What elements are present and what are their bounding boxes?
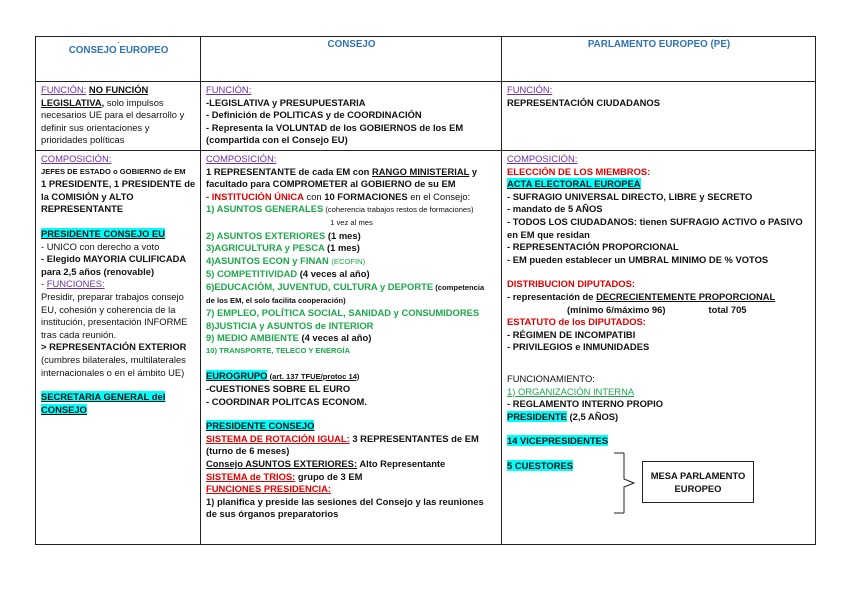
pe-a2: - mandato de 5 AÑOS [507, 203, 603, 215]
consejo-comp-label: COMPOSICIÓN: [206, 153, 277, 164]
trios-label: SISTEMA de TRIOS: [206, 470, 296, 482]
pe-funcion-label: FUNCIÓN: [507, 84, 553, 95]
formacion-9: 9) MEDIO AMBIENTE [206, 332, 299, 344]
rango-ministerial: RANGO MINISTERIAL [372, 165, 470, 177]
pe-vicepresidentes: 14 VICEPRESIDENTES [507, 435, 609, 447]
ce-presidente-label: PRESIDENTE CONSEJO EU [41, 227, 165, 239]
formacion-1-freq: 1 vez al mes [330, 217, 373, 227]
ce-funcion-cell [36, 82, 201, 151]
organizacion-interna: 1) ORGANIZACIÓN INTERNA [507, 385, 635, 397]
consejo-composicion-cell: COMPOSICIÓN: 1 REPRESENTANTE de cada EM con RANGO MINISTERIAL y facultado para COMPROMETER al GOBIERNO de su EM - INSTITUCIÓN ÚNICA con 10 FORMACIONES en el Consejo: 1) ASUNTOS GENERALES (coherencia trabajos restos de formaciones) 1 vez al mes 2) ASUNTOS EXTERIORES (1 mes) 3)AGRICULTURA y PESCA (1 mes) 4)ASUNTOS ECON y FINAN (ECOFIN) 5) COMPETITIVIDAD (4 veces al año) 6)EDUCACIÓM, JUVENTUD, CULTURA y DEPORTE (competencia de los EM, el solo facilita cooperación) 7) EMPLEO, POLÍTICA SOCIAL, SANIDAD y CONSUMIDORES 8)JUSTICIA y ASUNTOS de INTERIOR 9) MEDIO AMBIENTE (4 veces al año) 10) TRANSPORTE, TELECO Y ENERGÍA EUROGRUPO (art. 137 TFUE/protoc 14) -CUESTIONES SOBRE EL EURO - COORDINAR POLITCAS ECONOM. PRESIDENTE CONSEJO SISTEMA DE ROTACIÓN IGUAL: 3 REPRESENTANTES de EM (turno de 6 meses) Consejo ASUNTOS EXTERIORES: Alto Representante SISTEMA de TRIOS: grupo de 3 EM FUNCIONES PRESIDENCIA: 1) planifica y preside las sesiones del Consejo y las reuniones de sus órganos preparatorios [201, 151, 502, 545]
consejo-funcion-l3: - Representa la VOLUNTAD de los GOBIERNOS de los EM [206, 121, 464, 133]
formacion-4: 4)ASUNTOS ECON y FINAN [206, 254, 329, 266]
header-consejo-europeo [36, 37, 201, 82]
pe-cuestores: 5 CUESTORES [507, 459, 573, 471]
ce-funcion-desc: solo impulsos necesarios UE para el desarrollo y definir sus orientaciones y prioridades políticas [41, 96, 185, 146]
pe-eleccion-label: ELECCIÓN DE LOS MIEMBROS: [507, 165, 651, 177]
formacion-6: 6)EDUCACIÓM, JUVENTUD, CULTURA y DEPORTE [206, 280, 434, 292]
mesa-parlamento-box: MESA PARLAMENTO EUROPEO [642, 461, 754, 503]
eurogrupo-label: EUROGRUPO [206, 369, 268, 381]
distribucion-label: DISTRIBUCION DIPUTADOS: [507, 278, 635, 290]
ce-pres-p2: - Elegido MAYORIA CULIFICADA para 2,5 años (renovable) [41, 253, 186, 277]
pe-a6: - EM pueden establecer un UMBRAL MINIMO DE % VOTOS [507, 253, 769, 265]
header-consejo-europeo-label: CONSEJO EUROPEO [68, 45, 169, 56]
header-consejo: CONSEJO [201, 37, 502, 82]
distribucion-min-max: (mínimo 6/máximo 96) [567, 303, 666, 315]
pe-funcion-cell [502, 82, 816, 151]
header-parlamento: PARLAMENTO EUROPEO (PE) [502, 37, 816, 82]
ce-pres-p5: > REPRESENTACIÓN EXTERIOR [41, 341, 187, 353]
consejo-funcion-label: FUNCIÓN: [206, 84, 252, 95]
funciones-presidencia-l1: 1) planifica y preside las sesiones del Consejo y las reuniones [206, 495, 484, 507]
consejo-funcion-cell [201, 82, 502, 151]
pe-funcion-l1: REPRESENTACIÓN CIUDADANOS [507, 96, 660, 108]
acta-electoral-label: ACTA ELECTORAL EUROPEA [507, 178, 641, 190]
decrecientemente: DECRECIENTEMENTE PROPORCIONAL [596, 290, 776, 302]
formacion-6-note: de los EM, el solo facilita cooperación) [206, 295, 346, 305]
rotacion-turno: (turno de 6 meses) [206, 445, 290, 457]
formacion-5: 5) COMPETITIVIDAD [206, 268, 298, 280]
formacion-7: 7) EMPLEO, POLÍTICA SOCIAL, SANIDAD y CONSUMIDORES [206, 307, 480, 319]
header-row [36, 37, 816, 82]
pe-comp-label: COMPOSICIÓN: [507, 153, 578, 164]
ce-pres-p6: (cumbres bilaterales, multilaterales internacionales o en el ámbito UE) [41, 353, 186, 378]
asuntos-exteriores-label: Consejo ASUNTOS EXTERIORES: [206, 458, 358, 470]
institucion-unica: - INSTITUCIÓN ÚNICA [206, 190, 304, 202]
ce-funcion-text [41, 84, 196, 147]
consejo-funcion-l2: - Definición de POLITICAS y de COORDINACIÓN [206, 109, 422, 121]
formacion-2: 2) ASUNTOS EXTERIORES [206, 229, 326, 241]
ce-composicion-cell: COMPOSICIÓN: JEFES DE ESTADO o GOBIERNO de EM 1 PRESIDENTE, 1 PRESIDENTE de la COMISIÓN y ALTO REPRESENTANTE PRESIDENTE CONSEJO EU - UNICO con derecho a voto - Elegido MAYORIA CULIFICADA para 2,5 años (renovable) - FUNCIONES: Presidir, preparar trabajos consejo EU, cohesión y coherencia de la institución, presentación INFORME tras cada reunión. > REPRESENTACIÓN EXTERIOR (cumbres bilaterales, multilaterales internacionales o en el ámbito UE) SECRETARIA GENERAL del CONSEJO [36, 151, 201, 545]
distribucion-total: total 705 [708, 303, 747, 315]
funciones-presidencia-label: FUNCIONES PRESIDENCIA: [206, 483, 332, 495]
bracket-connector [612, 451, 638, 515]
ce-pres-p4: Presidir, preparar trabajos consejo EU, cohesión y coherencia de la institución, presentación INFORME tras cada reunión. [41, 290, 188, 340]
eurogrupo-e2: - COORDINAR POLITCAS ECONOM. [206, 395, 367, 407]
formacion-3: 3)AGRICULTURA y PESCA [206, 242, 325, 254]
rotacion-label: SISTEMA DE ROTACIÓN IGUAL: [206, 432, 350, 444]
consejo-r2: facultado para COMPROMETER al GOBIERNO de su EM [206, 178, 456, 190]
funcion-row [36, 82, 816, 151]
ce-comp-l1: JEFES DE ESTADO o GOBIERNO de EM [41, 166, 186, 176]
consejo-funcion-l4: (compartida con el Consejo EU) [206, 134, 348, 146]
estatuto-s1: - RÉGIMEN DE INCOMPATIBI [507, 328, 636, 340]
pe-a4: en EM que residan [507, 228, 590, 240]
ce-comp-label: COMPOSICIÓN: [41, 153, 112, 164]
ce-funciones-label: FUNCIONES: [46, 278, 105, 290]
formacion-1: 1) ASUNTOS GENERALES [206, 203, 324, 215]
ce-comp-l2: 1 PRESIDENTE, 1 PRESIDENTE de la COMISIÓN y ALTO REPRESENTANTE [41, 178, 196, 215]
ce-secretaria: SECRETARIA GENERAL del CONSEJO [41, 391, 166, 415]
pe-a3: - TODOS LOS CIUDADANOS: tienen SUFRAGIO ACTIVO o PASIVO [507, 215, 803, 227]
formacion-8: 8)JUSTICIA y ASUNTOS de INTERIOR [206, 319, 374, 331]
eurogrupo-e1: -CUESTIONES SOBRE EL EURO [206, 383, 351, 395]
ce-pres-p1: - UNICO con derecho a voto [41, 240, 160, 252]
consejo-funcion-l1: -LEGISLATIVA y PRESUPUESTARIA [206, 96, 366, 108]
pe-a1: - SUFRAGIO UNIVERSAL DIRECTO, LIBRE y SECRETO [507, 190, 753, 202]
pe-presidente: PRESIDENTE [507, 410, 567, 422]
formacion-10: 10) TRANSPORTE, TELECO Y ENERGÍA [206, 345, 351, 355]
pe-composicion-cell: COMPOSICIÓN: ELECCIÓN DE LOS MIEMBROS: ACTA ELECTORAL EUROPEA - SUFRAGIO UNIVERSAL DIRECTO, LIBRE y SECRETO - mandato de 5 AÑOS - TODOS LOS CIUDADANOS: tienen SUFRAGIO ACTIVO o PASIVO en EM que residan - REPRESENTACIÓN PROPORCIONAL - EM pueden establecer un UMBRAL MINIMO DE % VOTOS DISTRIBUCION DIPUTADOS: - representación de DECRECIENTEMENTE PROPORCIONAL (mínimo 6/máximo 96) total 705 ESTATUTO de los DIPUTADOS: - RÉGIMEN DE INCOMPATIBI - PRIVILEGIOS e INMUNIDADES FUNCIONAMIENTO: 1) ORGANIZACIÓN INTERNA - REGLAMENTO INTERNO PROPIO PRESIDENTE (2,5 AÑOS) 14 VICEPRESIDENTES 5 CUESTORES [502, 151, 816, 545]
funciones-presidencia-l2: de sus órganos preparatorios [206, 508, 339, 520]
funcionamiento-label: FUNCIONAMIENTO: [507, 372, 595, 384]
ce-funcion-label: FUNCIÓN: [41, 84, 87, 95]
estatuto-label: ESTATUTO de los DIPUTADOS: [507, 316, 646, 328]
reglamento-interno: - REGLAMENTO INTERNO PROPIO [507, 398, 664, 410]
pe-a5: - REPRESENTACIÓN PROPORCIONAL [507, 241, 679, 253]
header-mark: . [117, 39, 120, 45]
estatuto-s2: - PRIVILEGIOS e INMUNIDADES [507, 341, 650, 353]
presidente-consejo-label: PRESIDENTE CONSEJO [206, 420, 315, 432]
ce-no-funcion: NO FUNCIÓN LEGISLATIVA, [41, 84, 149, 108]
